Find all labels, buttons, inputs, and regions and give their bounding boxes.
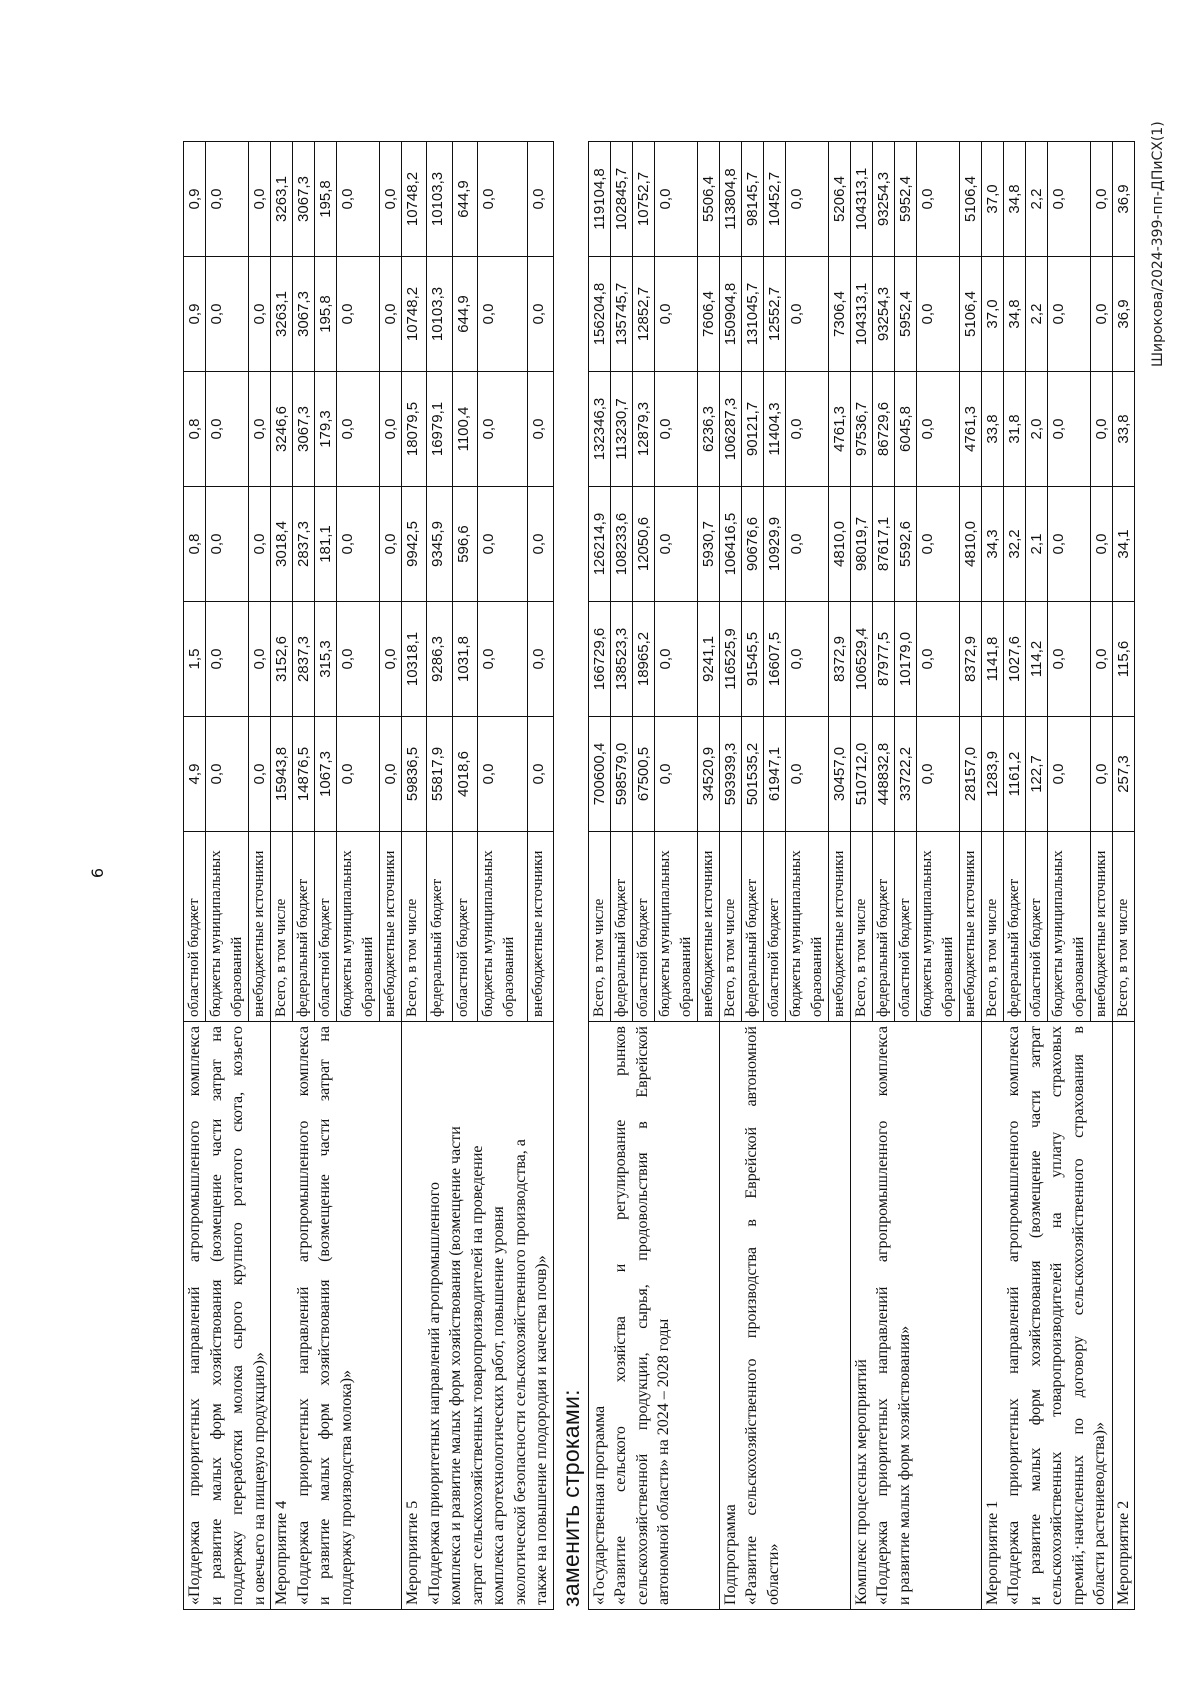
description-line: «Развитие сельского хозяйства и регулирование рынков (612, 1026, 629, 1605)
amount-cell: 31,8 (1003, 372, 1025, 487)
amount-cell: 0,0 (1090, 142, 1112, 257)
amount-cell: 0,0 (1047, 142, 1090, 257)
amount-cell: 0,0 (206, 372, 249, 487)
amount-cell: 33,8 (1112, 372, 1135, 487)
description-line: комплекса агротехнологических работ, повышение уровня (490, 1206, 507, 1605)
amount-cell: 5206,4 (828, 142, 850, 257)
amount-cell: 9241,1 (697, 602, 719, 717)
amount-cell: 32,2 (1003, 487, 1025, 602)
amount-cell: 0,0 (1090, 717, 1112, 832)
funding-source-cell: областной бюджет (184, 832, 206, 1022)
funding-source-cell: федеральный бюджет (741, 832, 763, 1022)
amount-cell: 37,0 (981, 257, 1003, 372)
amount-cell: 3263,1 (271, 142, 293, 257)
amount-cell: 34,3 (981, 487, 1003, 602)
amount-cell: 2,2 (1025, 257, 1047, 372)
funding-source-cell: областной бюджет (632, 832, 654, 1022)
amount-cell: 0,0 (528, 142, 553, 257)
amount-cell: 0,0 (380, 257, 402, 372)
amount-cell: 33722,2 (894, 717, 916, 832)
amount-cell: 2,0 (1025, 372, 1047, 487)
amount-cell: 0,0 (337, 487, 380, 602)
amount-cell: 7306,4 (828, 257, 850, 372)
amount-cell: 315,3 (315, 602, 337, 717)
amount-cell: 0,0 (1047, 372, 1090, 487)
table-row (184, 142, 206, 1610)
amount-cell: 3067,3 (293, 372, 315, 487)
amount-cell: 0,0 (654, 257, 697, 372)
funding-source-cell: федеральный бюджет (610, 832, 632, 1022)
amount-cell: 108233,6 (610, 487, 632, 602)
amount-cell: 0,0 (1047, 487, 1090, 602)
funding-source-cell: бюджеты муниципальных образований (1047, 832, 1090, 1022)
amount-cell: 0,0 (249, 372, 271, 487)
description-line: «Поддержка приоритетных направлений агропромышленного (425, 1182, 443, 1605)
amount-cell: 0,0 (785, 372, 828, 487)
amount-cell: 6236,3 (697, 372, 719, 487)
amount-cell: 0,0 (478, 717, 528, 832)
amount-cell: 0,9 (184, 142, 206, 257)
amount-cell: 593939,3 (719, 717, 741, 832)
amount-cell: 6045,8 (894, 372, 916, 487)
amount-cell: 0,0 (337, 257, 380, 372)
page-number: 6 (88, 867, 107, 879)
amount-cell: 166729,6 (588, 602, 610, 717)
amount-cell: 10748,2 (402, 142, 427, 257)
amount-cell: 4761,3 (828, 372, 850, 487)
amount-cell: 0,0 (206, 142, 249, 257)
amount-cell: 104313,1 (850, 257, 872, 372)
amount-cell: 644,9 (452, 142, 477, 257)
amount-cell: 5106,4 (959, 142, 981, 257)
amount-cell: 8372,9 (959, 602, 981, 717)
amount-cell: 0,0 (206, 487, 249, 602)
table-row (850, 142, 872, 1610)
amount-cell: 3263,1 (271, 257, 293, 372)
funding-table-previous-rows (183, 141, 554, 1610)
amount-cell: 0,0 (478, 372, 528, 487)
amount-cell: 0,0 (528, 257, 553, 372)
amount-cell: 0,0 (337, 602, 380, 717)
amount-cell: 10179,0 (894, 602, 916, 717)
amount-cell: 86729,6 (872, 372, 894, 487)
funding-source-cell: федеральный бюджет (872, 832, 894, 1022)
amount-cell: 113230,7 (610, 372, 632, 487)
amount-cell: 131045,7 (741, 257, 763, 372)
amount-cell: 0,0 (785, 257, 828, 372)
amount-cell: 0,0 (528, 717, 553, 832)
amount-cell: 61947,1 (763, 717, 785, 832)
amount-cell: 18965,2 (632, 602, 654, 717)
amount-cell: 59836,5 (402, 717, 427, 832)
amount-cell: 114,2 (1025, 602, 1047, 717)
amount-cell: 0,0 (528, 487, 553, 602)
table-row (588, 142, 610, 1610)
amount-cell: 510712,0 (850, 717, 872, 832)
amount-cell: 0,0 (1047, 602, 1090, 717)
funding-source-cell: внебюджетные источники (959, 832, 981, 1022)
description-line: Мероприятие 1 (983, 1500, 1001, 1605)
funding-source-cell: внебюджетные источники (1090, 832, 1112, 1022)
description-line: Мероприятие 4 (273, 1500, 290, 1605)
description-line: и развитие малых форм хозяйствования (возмещение части затрат (1026, 1026, 1044, 1605)
funding-source-cell: внебюджетные источники (528, 832, 553, 1022)
amount-cell: 0,0 (528, 602, 553, 717)
amount-cell: 4018,6 (452, 717, 477, 832)
amount-cell: 10318,1 (402, 602, 427, 717)
amount-cell: 87977,5 (872, 602, 894, 717)
amount-cell: 87617,1 (872, 487, 894, 602)
amount-cell: 0,0 (478, 142, 528, 257)
amount-cell: 34,8 (1003, 142, 1025, 257)
amount-cell: 0,0 (478, 602, 528, 717)
amount-cell: 0,0 (1090, 257, 1112, 372)
amount-cell: 700600,4 (588, 717, 610, 832)
amount-cell: 3067,3 (293, 142, 315, 257)
amount-cell: 0,0 (785, 487, 828, 602)
amount-cell: 15943,8 (271, 717, 293, 832)
description-line: «Развитие сельскохозяйственного производства в Еврейской автономной (743, 1026, 760, 1605)
funding-source-cell: Всего, в том числе (271, 832, 293, 1022)
amount-cell: 0,0 (654, 602, 697, 717)
program-description-cell (1112, 1022, 1135, 1610)
funding-source-cell: Всего, в том числе (1112, 832, 1135, 1022)
amount-cell: 90676,6 (741, 487, 763, 602)
amount-cell: 3152,6 (271, 602, 293, 717)
amount-cell: 34,1 (1112, 487, 1135, 602)
amount-cell: 5952,4 (894, 142, 916, 257)
description-line: поддержку производства молока)» (337, 1369, 355, 1605)
amount-cell: 4,9 (184, 717, 206, 832)
amount-cell: 2,2 (1025, 142, 1047, 257)
amount-cell: 0,0 (654, 487, 697, 602)
amount-cell: 98019,7 (850, 487, 872, 602)
amount-cell: 598579,0 (610, 717, 632, 832)
document-footer-reference: Широкова/2024-399-пп-ДПиСХ(1) (1150, 121, 1166, 367)
amount-cell: 0,0 (528, 372, 553, 487)
description-line: «Поддержка приоритетных направлений агропромышленного комплекса (294, 1026, 312, 1605)
funding-source-cell: бюджеты муниципальных образований (206, 832, 249, 1022)
amount-cell: 122,7 (1025, 717, 1047, 832)
amount-cell: 1067,3 (315, 717, 337, 832)
program-description-cell (271, 1022, 402, 1610)
funding-source-cell: внебюджетные источники (249, 832, 271, 1022)
program-description-cell (184, 1022, 271, 1610)
amount-cell: 55817,9 (427, 717, 452, 832)
amount-cell: 5106,4 (959, 257, 981, 372)
description-line: «Государственная программа (590, 1405, 608, 1605)
program-description-cell (850, 1022, 981, 1610)
amount-cell: 0,8 (184, 487, 206, 602)
description-line: экологической безопасности сельскохозяйственного производства, а (511, 1139, 529, 1605)
amount-cell: 0,0 (337, 142, 380, 257)
funding-source-cell: Всего, в том числе (850, 832, 872, 1022)
amount-cell: 1027,6 (1003, 602, 1025, 717)
amount-cell: 0,0 (380, 487, 402, 602)
table-row (402, 142, 427, 1610)
amount-cell: 0,0 (785, 717, 828, 832)
amount-cell: 7606,4 (697, 257, 719, 372)
description-line: и развитие малых форм хозяйствования» (895, 1325, 913, 1605)
funding-source-cell: бюджеты муниципальных образований (785, 832, 828, 1022)
amount-cell: 257,3 (1112, 717, 1135, 832)
amount-cell: 0,0 (654, 372, 697, 487)
amount-cell: 33,8 (981, 372, 1003, 487)
description-line: и развитие малых форм хозяйствования (возмещение части затрат на (316, 1026, 333, 1605)
amount-cell: 12852,7 (632, 257, 654, 372)
amount-cell: 181,1 (315, 487, 337, 602)
amount-cell: 93254,3 (872, 142, 894, 257)
amount-cell: 195,8 (315, 142, 337, 257)
amount-cell: 2837,3 (293, 602, 315, 717)
amount-cell: 0,0 (249, 257, 271, 372)
table-row (981, 142, 1003, 1610)
funding-source-cell: Всего, в том числе (588, 832, 610, 1022)
amount-cell: 18079,5 (402, 372, 427, 487)
amount-cell: 2837,3 (293, 487, 315, 602)
amount-cell: 12050,6 (632, 487, 654, 602)
amount-cell: 34520,9 (697, 717, 719, 832)
amount-cell: 5506,4 (697, 142, 719, 257)
description-line: поддержку переработки молока сырого крупного рогатого скота, козьего (229, 1026, 246, 1605)
table-row (271, 142, 293, 1610)
description-line: Комплекс процессных мероприятий (852, 1359, 870, 1605)
amount-cell: 5930,7 (697, 487, 719, 602)
amount-cell: 0,0 (1090, 602, 1112, 717)
document-body (183, 121, 1167, 1610)
funding-source-cell: внебюджетные источники (380, 832, 402, 1022)
funding-source-cell: внебюджетные источники (697, 832, 719, 1022)
amount-cell: 0,0 (916, 142, 959, 257)
amount-cell: 0,0 (1047, 257, 1090, 372)
amount-cell: 0,8 (184, 372, 206, 487)
funding-source-cell: федеральный бюджет (427, 832, 452, 1022)
funding-source-cell: областной бюджет (315, 832, 337, 1022)
amount-cell: 448832,8 (872, 717, 894, 832)
amount-cell: 0,0 (478, 487, 528, 602)
amount-cell: 9286,3 (427, 602, 452, 717)
amount-cell: 596,6 (452, 487, 477, 602)
amount-cell: 4810,0 (828, 487, 850, 602)
description-line: также на повышение плодородия и качества почв)» (533, 1255, 550, 1605)
funding-source-cell: федеральный бюджет (1003, 832, 1025, 1022)
funding-table-replacement-rows (588, 141, 1136, 1610)
description-line: «Поддержка приоритетных направлений агропромышленного комплекса (186, 1026, 203, 1605)
amount-cell: 156204,8 (588, 257, 610, 372)
description-line: области растениеводства)» (1091, 1422, 1108, 1605)
amount-cell: 97536,7 (850, 372, 872, 487)
amount-cell: 0,0 (249, 142, 271, 257)
amount-cell: 0,0 (916, 257, 959, 372)
amount-cell: 4761,3 (959, 372, 981, 487)
amount-cell: 179,3 (315, 372, 337, 487)
amount-cell: 115,6 (1112, 602, 1135, 717)
amount-cell: 0,0 (654, 717, 697, 832)
amount-cell: 10929,9 (763, 487, 785, 602)
description-line: «Поддержка приоритетных направлений агропромышленного комплекса (1005, 1026, 1022, 1605)
amount-cell: 0,0 (380, 602, 402, 717)
program-description-cell (588, 1022, 719, 1610)
amount-cell: 0,0 (380, 372, 402, 487)
amount-cell: 106529,4 (850, 602, 872, 717)
amount-cell: 16979,1 (427, 372, 452, 487)
amount-cell: 0,9 (184, 257, 206, 372)
amount-cell: 1100,4 (452, 372, 477, 487)
replace-with-rows-heading: заменить строками: (557, 1389, 584, 1607)
funding-source-cell: бюджеты муниципальных образований (337, 832, 380, 1022)
amount-cell: 501535,2 (741, 717, 763, 832)
amount-cell: 102845,7 (610, 142, 632, 257)
amount-cell: 0,0 (916, 717, 959, 832)
amount-cell: 3018,4 (271, 487, 293, 602)
funding-source-cell: областной бюджет (1025, 832, 1047, 1022)
description-line: Подпрограмма (721, 1504, 739, 1605)
amount-cell: 0,0 (916, 487, 959, 602)
amount-cell: 3067,3 (293, 257, 315, 372)
amount-cell: 9942,5 (402, 487, 427, 602)
description-line: сельскохозяйственных товаропроизводителей на уплату страховых (1048, 1026, 1065, 1605)
amount-cell: 0,0 (1090, 372, 1112, 487)
program-description-cell (402, 1022, 554, 1610)
amount-cell: 0,0 (1047, 717, 1090, 832)
table-row (1112, 142, 1135, 1610)
amount-cell: 195,8 (315, 257, 337, 372)
description-line: затрат сельскохозяйственных товаропроизводителей на проведение (468, 1145, 486, 1605)
amount-cell: 10752,7 (632, 142, 654, 257)
amount-cell: 1031,8 (452, 602, 477, 717)
amount-cell: 98145,7 (741, 142, 763, 257)
amount-cell: 0,0 (1090, 487, 1112, 602)
amount-cell: 0,0 (337, 717, 380, 832)
amount-cell: 1,5 (184, 602, 206, 717)
amount-cell: 14876,5 (293, 717, 315, 832)
amount-cell: 10748,2 (402, 257, 427, 372)
amount-cell: 0,0 (337, 372, 380, 487)
description-line: премий,·начисленных по договору сельскохозяйственного страхования в (1069, 1026, 1087, 1605)
amount-cell: 3246,6 (271, 372, 293, 487)
amount-cell: 9345,9 (427, 487, 452, 602)
amount-cell: 5592,6 (894, 487, 916, 602)
amount-cell: 11404,3 (763, 372, 785, 487)
amount-cell: 119104,8 (588, 142, 610, 257)
amount-cell: 5952,4 (894, 257, 916, 372)
description-line: области» (764, 1543, 782, 1605)
amount-cell: 135745,7 (610, 257, 632, 372)
amount-cell: 0,0 (249, 487, 271, 602)
funding-source-cell: Всего, в том числе (981, 832, 1003, 1022)
amount-cell: 67500,5 (632, 717, 654, 832)
amount-cell: 36,9 (1112, 257, 1135, 372)
description-line: автономной области» на 2024 – 2028 годы (655, 1318, 672, 1605)
amount-cell: 0,0 (785, 602, 828, 717)
amount-cell: 8372,9 (828, 602, 850, 717)
amount-cell: 126214,9 (588, 487, 610, 602)
amount-cell: 0,0 (654, 142, 697, 257)
amount-cell: 1141,8 (981, 602, 1003, 717)
amount-cell: 91545,5 (741, 602, 763, 717)
amount-cell: 10452,7 (763, 142, 785, 257)
amount-cell: 1161,2 (1003, 717, 1025, 832)
program-description-cell (719, 1022, 850, 1610)
amount-cell: 93254,3 (872, 257, 894, 372)
amount-cell: 0,0 (478, 257, 528, 372)
description-line: и развитие малых форм хозяйствования (возмещение части затрат на (207, 1026, 225, 1605)
amount-cell: 104313,1 (850, 142, 872, 257)
description-line: Мероприятие 5 (404, 1500, 421, 1605)
amount-cell: 150904,8 (719, 257, 741, 372)
amount-cell: 90121,7 (741, 372, 763, 487)
amount-cell: 36,9 (1112, 142, 1135, 257)
amount-cell: 0,0 (249, 717, 271, 832)
amount-cell: 132346,3 (588, 372, 610, 487)
amount-cell: 0,0 (380, 717, 402, 832)
amount-cell: 644,9 (452, 257, 477, 372)
description-line: сельскохозяйственной продукции, сырья, продовольствия в Еврейской (633, 1026, 651, 1605)
amount-cell: 16607,5 (763, 602, 785, 717)
funding-source-cell: бюджеты муниципальных образований (916, 832, 959, 1022)
amount-cell: 0,0 (206, 717, 249, 832)
funding-source-cell: Всего, в том числе (402, 832, 427, 1022)
amount-cell: 34,8 (1003, 257, 1025, 372)
funding-source-cell: внебюджетные источники (828, 832, 850, 1022)
funding-source-cell: Всего, в том числе (719, 832, 741, 1022)
amount-cell: 12552,7 (763, 257, 785, 372)
amount-cell: 138523,3 (610, 602, 632, 717)
description-line: «Поддержка приоритетных направлений агропромышленного комплекса (874, 1026, 891, 1605)
funding-source-cell: бюджеты муниципальных образований (478, 832, 528, 1022)
amount-cell: 106287,3 (719, 372, 741, 487)
amount-cell: 0,0 (916, 372, 959, 487)
amount-cell: 2,1 (1025, 487, 1047, 602)
amount-cell: 30457,0 (828, 717, 850, 832)
amount-cell: 10103,3 (427, 257, 452, 372)
amount-cell: 0,0 (785, 142, 828, 257)
description-line: комплекса и развитие малых форм хозяйствования (возмещение части (447, 1126, 464, 1605)
funding-source-cell: областной бюджет (763, 832, 785, 1022)
amount-cell: 1283,9 (981, 717, 1003, 832)
funding-source-cell: областной бюджет (894, 832, 916, 1022)
amount-cell: 0,0 (916, 602, 959, 717)
amount-cell: 37,0 (981, 142, 1003, 257)
amount-cell: 0,0 (380, 142, 402, 257)
funding-source-cell: федеральный бюджет (293, 832, 315, 1022)
amount-cell: 113804,8 (719, 142, 741, 257)
amount-cell: 10103,3 (427, 142, 452, 257)
amount-cell: 28157,0 (959, 717, 981, 832)
amount-cell: 0,0 (206, 602, 249, 717)
funding-source-cell: областной бюджет (452, 832, 477, 1022)
amount-cell: 0,0 (249, 602, 271, 717)
amount-cell: 0,0 (206, 257, 249, 372)
description-line: Мероприятие 2 (1114, 1500, 1132, 1605)
amount-cell: 106416,5 (719, 487, 741, 602)
program-description-cell (981, 1022, 1112, 1610)
amount-cell: 116525,9 (719, 602, 741, 717)
funding-source-cell: бюджеты муниципальных образований (654, 832, 697, 1022)
description-line: и овечьего на пищевую продукцию)» (250, 1352, 268, 1605)
table-row (719, 142, 741, 1610)
amount-cell: 4810,0 (959, 487, 981, 602)
amount-cell: 12879,3 (632, 372, 654, 487)
